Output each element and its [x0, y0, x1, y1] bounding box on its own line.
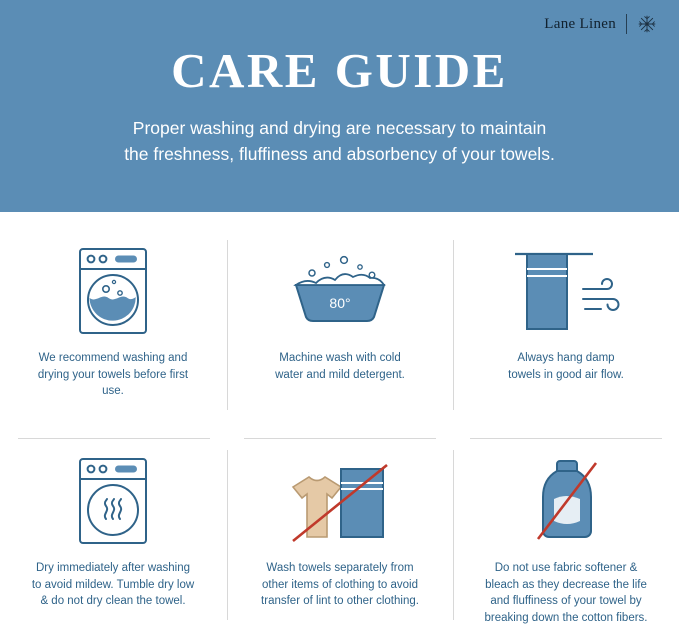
caption-line: and fluffiness of your towel by [490, 595, 642, 607]
care-item-caption [0, 350, 226, 400]
care-item-caption [453, 350, 679, 383]
basin-temperature-label: 80° [329, 295, 351, 311]
care-instructions-grid [0, 212, 679, 635]
care-item-machine-wash-cold [227, 232, 453, 383]
care-item-wash-separately [227, 442, 453, 610]
care-item-caption [0, 560, 226, 610]
brand-divider [626, 14, 627, 34]
caption-line: Always hang damp [517, 352, 615, 364]
caption-line: towels in good air flow. [508, 368, 624, 381]
page-subtitle [0, 115, 679, 167]
care-item-no-softener-bleach [453, 442, 679, 626]
page-subtitle-line-1: Proper washing and drying are necessary to maintain [132, 118, 547, 138]
care-item-hang-damp-towels [453, 232, 679, 383]
no-fabric-softener-icon [453, 442, 679, 560]
caption-line: breaking down the cotton fibers. [484, 611, 648, 624]
grid-divider-horizontal [470, 438, 662, 439]
grid-divider-horizontal [18, 438, 210, 439]
care-item-caption [227, 560, 453, 610]
caption-line: & do not dry clean the towel. [40, 595, 186, 607]
caption-line: Wash towels separately from [266, 562, 414, 574]
caption-line: bleach as they decrease the life [485, 578, 647, 591]
brand-name: Lane Linen [544, 15, 616, 32]
hanging-towel-air-flow-icon [453, 232, 679, 350]
grid-divider-horizontal [244, 438, 436, 439]
brand-lockup [544, 14, 657, 34]
caption-line: water and mild detergent. [275, 368, 405, 381]
no-mixing-laundry-icon [227, 442, 453, 560]
washing-machine-icon [0, 232, 226, 350]
caption-line: transfer of lint to other clothing. [261, 595, 419, 607]
caption-line: Machine wash with cold [279, 352, 401, 364]
care-item-caption [227, 350, 453, 383]
tumble-dryer-icon [0, 442, 226, 560]
page-subtitle-line-2: the freshness, fluffiness and absorbency of your towels. [124, 144, 555, 164]
caption-line: Dry immediately after washing [35, 562, 191, 574]
wash-basin-80-degrees-icon [227, 232, 453, 350]
caption-line: drying your towels before first [37, 368, 189, 381]
care-item-dry-immediately [0, 442, 226, 610]
header-banner [0, 0, 679, 212]
care-item-caption [453, 560, 679, 626]
caption-line: We recommend washing and [38, 352, 188, 364]
caption-line: Do not use fabric softener & [494, 562, 638, 574]
caption-line: to avoid mildew. Tumble dry low [31, 578, 195, 591]
snowflake-logo-icon [637, 14, 657, 34]
caption-line: use. [102, 385, 124, 397]
caption-line: other items of clothing to avoid [262, 578, 418, 591]
care-item-wash-before-use [0, 232, 226, 400]
page-title: CARE GUIDE [171, 43, 508, 98]
